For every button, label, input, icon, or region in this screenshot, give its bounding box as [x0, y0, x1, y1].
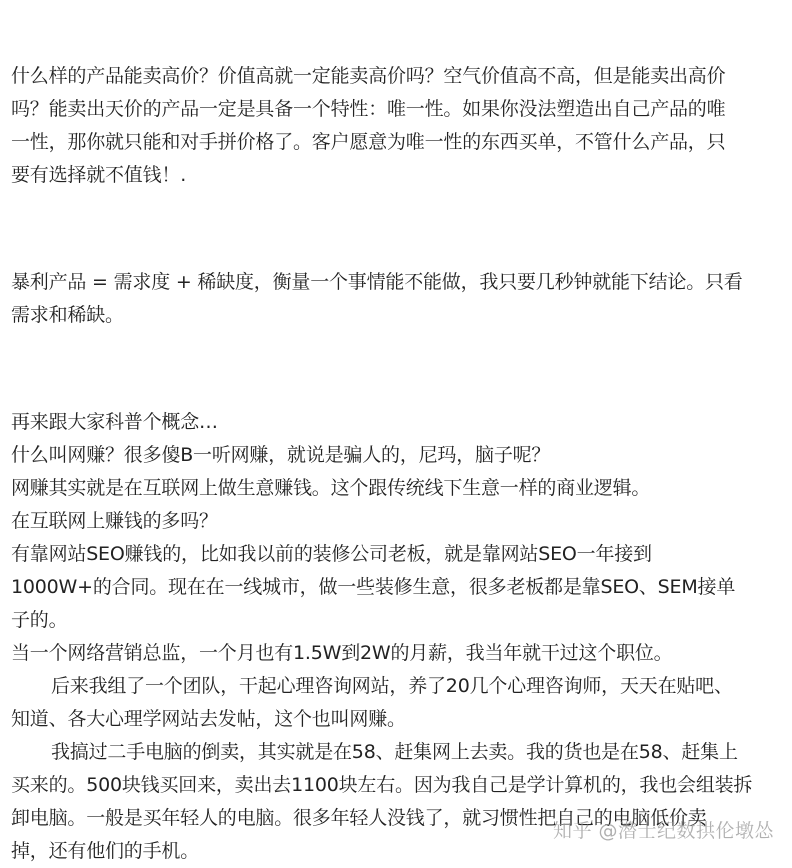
text-line: 什么样的产品能卖高价？价值高就一定能卖高价吗？空气价值高不高，但是能卖出高价 — [11, 65, 726, 87]
watermark: 知乎 @潜士纪数拱伦墩怂 — [552, 820, 774, 842]
text-line: 知道、各大心理学网站去发帖，这个也叫网赚。 — [11, 708, 406, 730]
paragraph-spacer — [11, 192, 783, 266]
text-line: 一性，那你就只能和对手拼价格了。客户愿意为唯一性的东西买单，不管什么产品，只 — [11, 131, 726, 153]
article-body — [11, 60, 783, 868]
text-line: 在互联网上赚钱的多吗？ — [11, 510, 218, 532]
paragraph-spacer — [11, 332, 783, 406]
text-line: 买来的。500块钱买回来，卖出去1100块左右。因为我自己是学计算机的，我也会组装拆 — [11, 774, 753, 796]
text-line: 子的。 — [11, 609, 68, 631]
text-line: 卸电脑。一般是买年轻人的电脑。很多年轻人没钱了，就习惯性把自己的电脑低价卖 — [11, 807, 707, 829]
text-line: 吗？能卖出天价的产品一定是具备一个特性：唯一性。如果你没法塑造出自己产品的唯 — [11, 98, 726, 120]
text-line: 暴利产品 = 需求度 + 稀缺度，衡量一个事情能不能做，我只要几秒钟就能下结论。只看 — [11, 271, 743, 293]
text-line: 需求和稀缺。 — [11, 304, 124, 326]
text-line: 什么叫网赚？很多傻B一听网赚，就说是骗人的，尼玛，脑子呢？ — [11, 444, 551, 466]
text-line: 后来我组了一个团队，干起心理咨询网站，养了20几个心理咨询师，天天在贴吧、 — [51, 675, 733, 697]
text-line: 要有选择就不值钱！. — [11, 164, 187, 186]
text-line: 掉，还有他们的手机。 — [11, 840, 200, 862]
text-line: 1000W+的合同。现在在一线城市，做一些装修生意，很多老板都是靠SEO、SEM接单 — [11, 576, 736, 598]
text-line: 当一个网络营销总监，一个月也有1.5W到2W的月薪，我当年就干过这个职位。 — [11, 642, 673, 664]
text-line: 网赚其实就是在互联网上做生意赚钱。这个跟传统线下生意一样的商业逻辑。 — [11, 477, 651, 499]
text-line: 我搞过二手电脑的倒卖，其实就是在58、赶集网上去卖。我的货也是在58、赶集上 — [51, 741, 738, 763]
text-line: 再来跟大家科普个概念… — [11, 411, 218, 433]
text-line: 有靠网站SEO赚钱的，比如我以前的装修公司老板，就是靠网站SEO一年接到 — [11, 543, 652, 565]
